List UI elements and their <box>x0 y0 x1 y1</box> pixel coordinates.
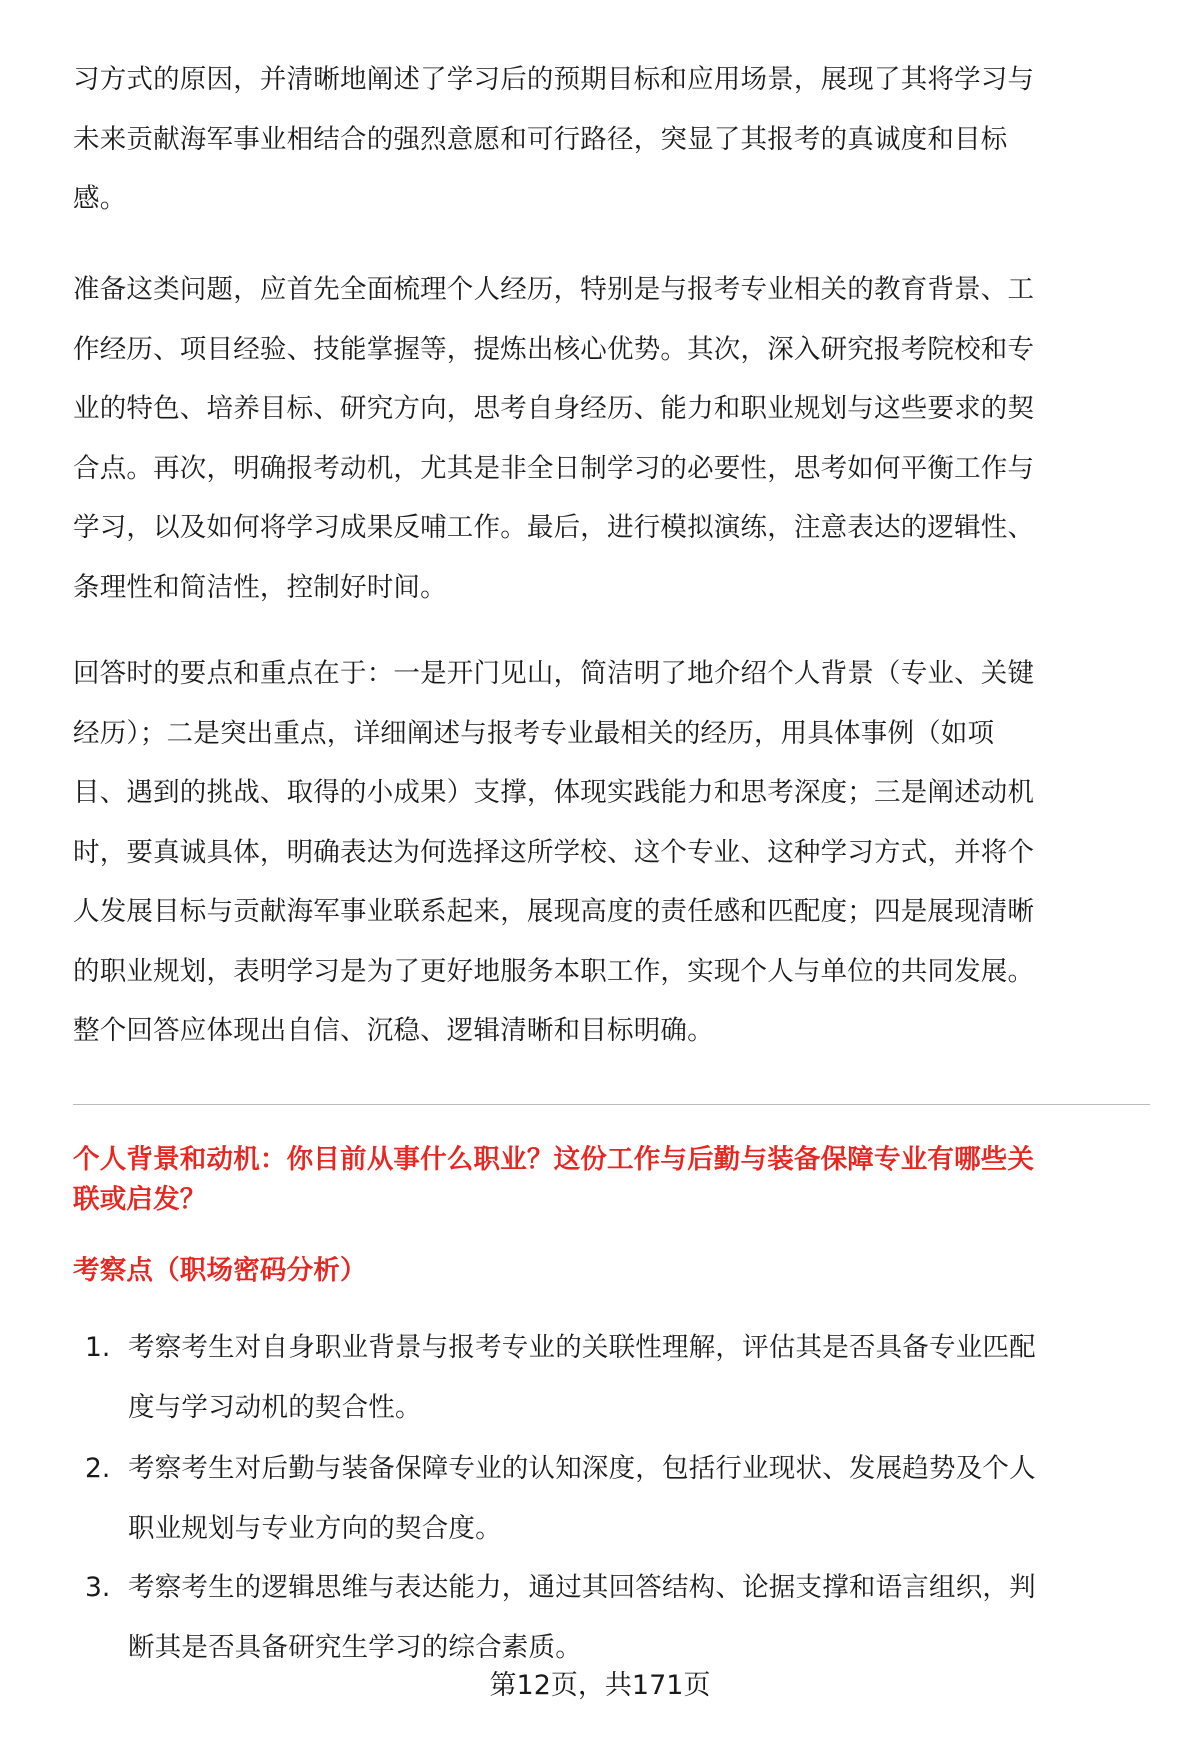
paragraph-3 <box>73 644 1153 1061</box>
text-line: 整个回答应体现出自信、沉稳、逻辑清晰和目标明确。 <box>73 1015 714 1046</box>
text-line: 未来贡献海军事业相结合的强烈意愿和可行路径，突显了其报考的真诚度和目标 <box>73 123 1008 155</box>
text-line: 习方式的原因，并清晰地阐述了学习后的预期目标和应用场景，展现了其将学习与 <box>73 64 1035 95</box>
text-line: 度与学习动机的契合性。 <box>128 1391 422 1423</box>
text-line: 经历）；二是突出重点，详细阐述与报考专业最相关的经历，用具体事例（如项 <box>73 717 995 749</box>
text-line: 考察考生对自身职业背景与报考专业的关联性理解，评估其是否具备专业匹配 <box>128 1332 1036 1363</box>
subheading <box>73 1241 1153 1301</box>
text-line: 的职业规划，表明学习是为了更好地服务本职工作，实现个人与单位的共同发展。 <box>73 955 1035 987</box>
text-line: 准备这类问题，应首先全面梳理个人经历，特别是与报考专业相关的教育背景、工 <box>73 274 1035 305</box>
text-line: 条理性和简洁性，控制好时间。 <box>73 571 447 603</box>
list-number: 2. <box>85 1453 111 1484</box>
text-line: 断其是否具备研究生学习的综合素质。 <box>128 1631 582 1663</box>
text-line: 考察考生的逻辑思维与表达能力，通过其回答结构、论据支撑和语言组织，判 <box>128 1572 1036 1603</box>
text-line: 回答时的要点和重点在于：一是开门见山，简洁明了地介绍个人背景（专业、关键 <box>73 658 1035 689</box>
subheading-text: 考察点（职场密码分析） <box>73 1255 367 1286</box>
text-line: 职业规划与专业方向的契合度。 <box>128 1512 502 1544</box>
text-line: 合点。再次，明确报考动机，尤其是非全日制学习的必要性，思考如何平衡工作与 <box>73 452 1035 484</box>
question-heading <box>73 1130 1153 1229</box>
text-line: 目、遇到的挑战、取得的小成果）支撑，体现实践能力和思考深度；三是阐述动机 <box>73 777 1035 808</box>
text-line: 时，要真诚具体，明确表达为何选择这所学校、这个专业、这种学习方式，并将个 <box>73 836 1035 868</box>
text-line: 考察考生对后勤与装备保障专业的认知深度，包括行业现状、发展趋势及个人 <box>128 1453 1036 1484</box>
heading-line: 联或启发？ <box>73 1183 207 1215</box>
page-footer: 第12页，共171页 <box>489 1670 711 1701</box>
text-line: 学习，以及如何将学习成果反哺工作。最后，进行模拟演练，注意表达的逻辑性、 <box>73 512 1035 543</box>
divider <box>73 1104 1150 1105</box>
heading-line: 个人背景和动机：你目前从事什么职业？这份工作与后勤与装备保障专业有哪些关 <box>73 1144 1035 1175</box>
text-line: 作经历、项目经验、技能掌握等，提炼出核心优势。其次，深入研究报考院校和专 <box>73 333 1035 365</box>
text-line: 人发展目标与贡献海军事业联系起来，展现高度的责任感和匹配度；四是展现清晰 <box>73 896 1035 927</box>
list-number: 1. <box>85 1332 111 1363</box>
paragraph-1 <box>73 50 1153 229</box>
list-number: 3. <box>85 1572 111 1603</box>
text-line: 业的特色、培养目标、研究方向，思考自身经历、能力和职业规划与这些要求的契 <box>73 393 1035 424</box>
paragraph-2 <box>73 260 1153 617</box>
text-line: 感。 <box>73 183 127 214</box>
